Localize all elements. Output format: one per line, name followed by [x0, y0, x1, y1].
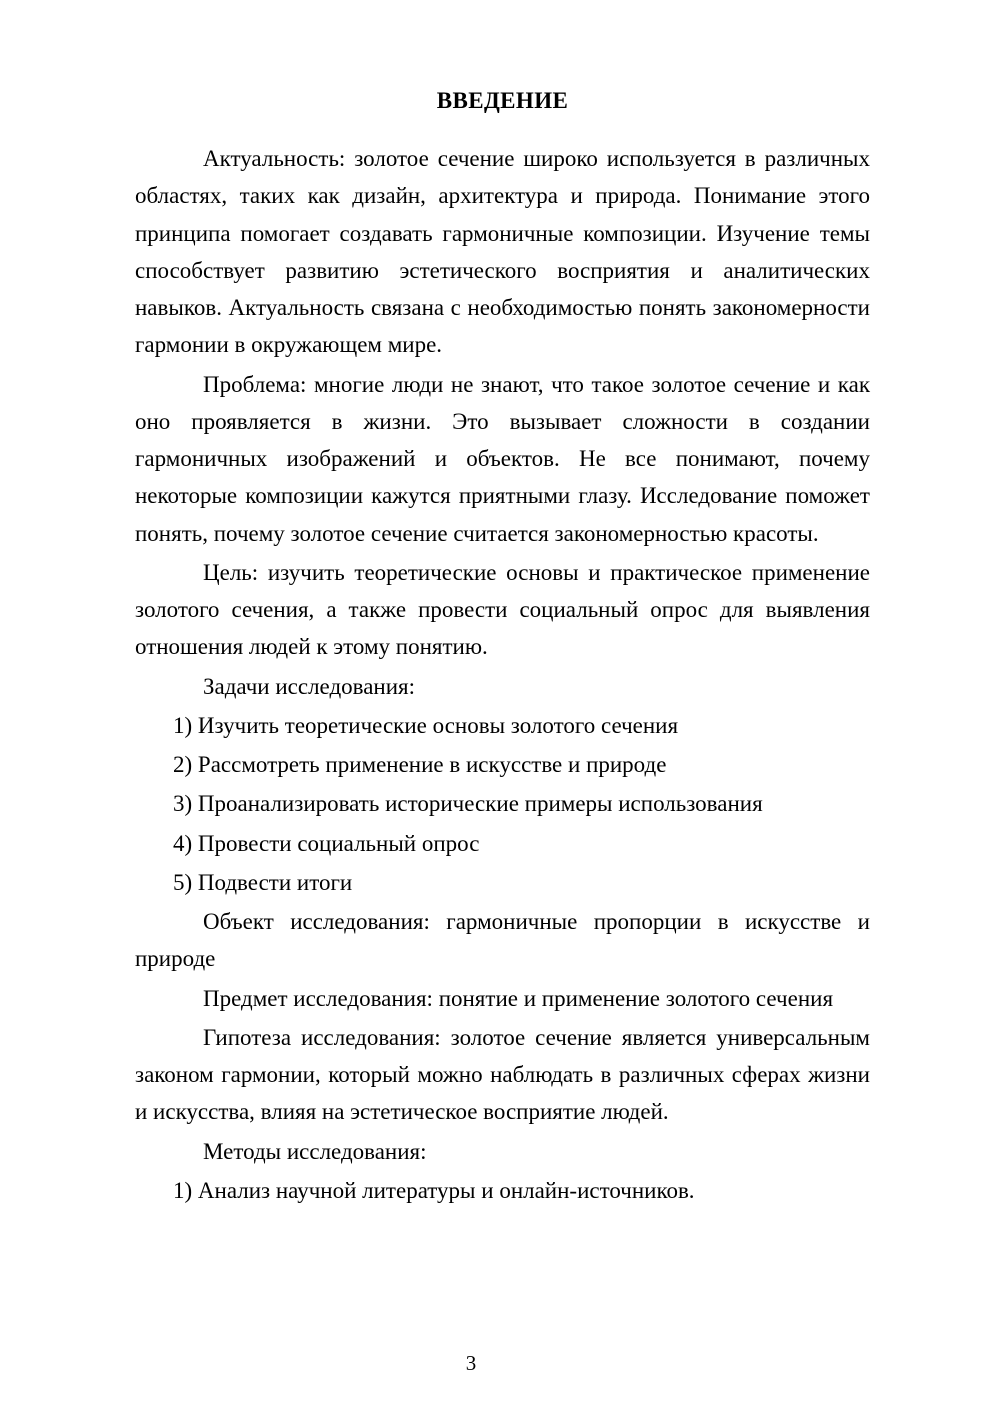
paragraph-methods-heading: Методы исследования:: [203, 1138, 427, 1164]
paragraph-problem: Проблема: многие люди не знают, что такое золотое сечение и как оно проявляется в жизни. Это вызывает сложности в создании гармоничных изображений и объектов. Не все понимают, почему некоторые композиции кажутся приятными глазу. Исследование поможет понять, почему золотое сечение считается закономерностью красоты.: [135, 371, 870, 546]
list-item: 1) Анализ научной литературы и онлайн-источников.: [173, 1177, 695, 1203]
page-title: ВВЕДЕНИЕ: [436, 88, 569, 113]
list-item: 4) Провести социальный опрос: [173, 830, 480, 856]
list-item: 3) Проанализировать исторические примеры использования: [173, 791, 763, 817]
page-number: 3: [465, 1351, 477, 1375]
paragraph-hypothesis: Гипотеза исследования: золотое сечение является универсальным законом гармонии, который можно наблюдать в различных сферах жизни и искусства, влияя на эстетическое восприятие людей.: [135, 1024, 870, 1125]
paragraph-goal: Цель: изучить теоретические основы и практическое применение золотого сечения, а также провести социальный опрос для выявления отношения людей к этому понятию.: [135, 559, 870, 660]
list-item: 1) Изучить теоретические основы золотого сечения: [173, 712, 679, 738]
paragraph-tasks-heading: Задачи исследования:: [203, 673, 416, 699]
paragraph-relevance: Актуальность: золотое сечение широко используется в различных областях, таких как дизайн, архитектура и природа. Понимание этого принципа помогает создавать гармоничные композиции. Изучение темы способствует развитию эстетического восприятия и аналитических навыков. Актуальность связана с необходимостью понять закономерности гармонии в окружающем мире.: [135, 146, 870, 358]
paragraph-object: Объект исследования: гармоничные пропорции в искусстве и природе: [135, 909, 870, 972]
list-item: 2) Рассмотреть применение в искусстве и природе: [173, 752, 667, 777]
paragraph-subject: Предмет исследования: понятие и применение золотого сечения: [203, 985, 834, 1011]
list-item: 5) Подвести итоги: [173, 869, 353, 895]
